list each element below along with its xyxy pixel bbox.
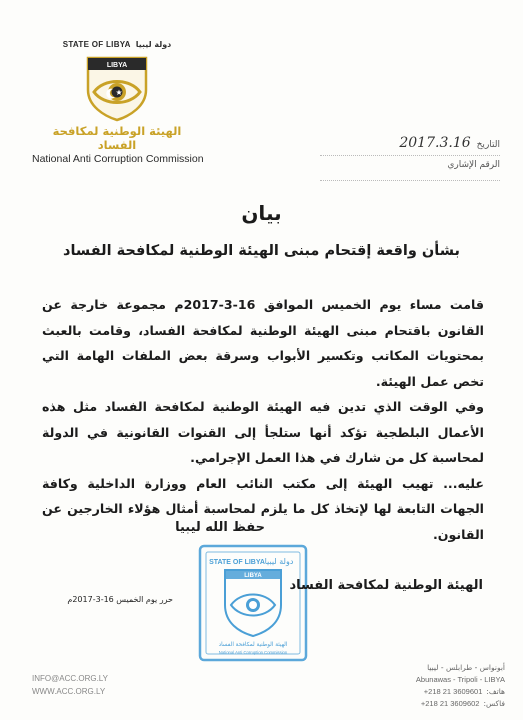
closing-org-signature: الهيئة الوطنية لمكافحة الفساد	[289, 578, 483, 593]
phone-number: +218 21 3609601	[423, 687, 483, 696]
statement-subject: بشأن واقعة إقتحام مبنى الهيئة الوطنية لمكافحة الفساد	[63, 243, 460, 259]
footer-website: WWW.ACC.ORG.LY	[32, 687, 106, 696]
org-name-ar: الهيئة الوطنية لمكافحة الفساد	[52, 124, 182, 152]
address-ar: أبونواس - طرابلس - ليبيا	[427, 663, 505, 672]
state-name-en: STATE OF LIBYA	[62, 40, 131, 49]
stamp-org-ar: الهيئة الوطنية لمكافحة الفساد	[218, 642, 288, 648]
body-paragraph-condemnation: وفي الوقت الذي تدين فيه الهيئة الوطنية لمكافحة الفساد مثل هذه الأعمال البلطجية تؤكد أنها ستلجأ إلى القنوات القانونية في الدولة لمحاسبة كل من شارك في هذا العمل الإجرامي.	[42, 399, 484, 465]
phone-label: هاتف:	[486, 687, 505, 696]
fax-label: فاكس:	[483, 699, 505, 708]
state-name-ar: دولة ليبيا	[135, 40, 172, 49]
date-row	[320, 135, 500, 156]
statement-body	[42, 292, 484, 547]
address-en: Abunawas - Tripoli - LIBYA	[415, 675, 505, 684]
footer-address-ar	[325, 662, 505, 674]
state-line	[32, 40, 202, 49]
body-paragraph-incident: قامت مساء يوم الخميس الموافق 16-3-2017م مجموعة خارجة عن القانون باقتحام مبنى الهيئة الوطنية لمكافحة الفساد، وقامت بالعبث بمحتويات المكاتب وتكسير الأبواب وسرقة بعض الملفات الهامة التي تخص عمل الهيئة.	[42, 297, 485, 389]
footer-fax-row	[325, 698, 505, 710]
footer-contact-web	[32, 672, 108, 698]
stamp-state-ar: دولة ليبيا	[264, 557, 294, 566]
eye-shield-logo-icon	[84, 52, 150, 122]
reference-row	[320, 160, 500, 181]
issued-date-note: حرر يوم الخميس 16-3-2017م	[67, 595, 173, 604]
body-paragraph-appeal: عليه... تهيب الهيئة إلى مكتب النائب العام ووزارة الداخلية وكافة الجهات التابعة لها لإتخاذ كل ما يلزم لمحاسبة أمثال هؤلاء الخارجين عن القانون.	[42, 475, 484, 542]
statement-title: بيان	[241, 201, 282, 225]
stamp-badge-label: LIBYA	[244, 573, 262, 579]
date-reference-block	[320, 135, 500, 185]
footer-phone-row	[325, 686, 505, 698]
reference-label: الرقم الإشاري	[447, 160, 500, 170]
shield-badge-label: LIBYA	[106, 62, 128, 69]
date-label: التاريخ	[476, 140, 500, 150]
footer-address-block	[325, 662, 505, 710]
stamp-state-en: STATE OF LIBYA	[209, 559, 265, 566]
footer-address-en-row	[325, 674, 505, 686]
org-name-en: National Anti Corruption Commission	[32, 153, 204, 165]
closing-god-save-libya: حفظ الله ليبيا	[175, 520, 265, 535]
stamp-org-en: National Anti Corruption Commission	[218, 650, 288, 655]
letterhead-emblem	[32, 40, 202, 165]
footer-email: INFO@ACC.ORG.LY	[32, 674, 108, 683]
fax-number: +218 21 3609602	[420, 699, 480, 708]
official-stamp-icon	[197, 543, 309, 663]
date-value: 2017.3.16	[399, 135, 471, 151]
